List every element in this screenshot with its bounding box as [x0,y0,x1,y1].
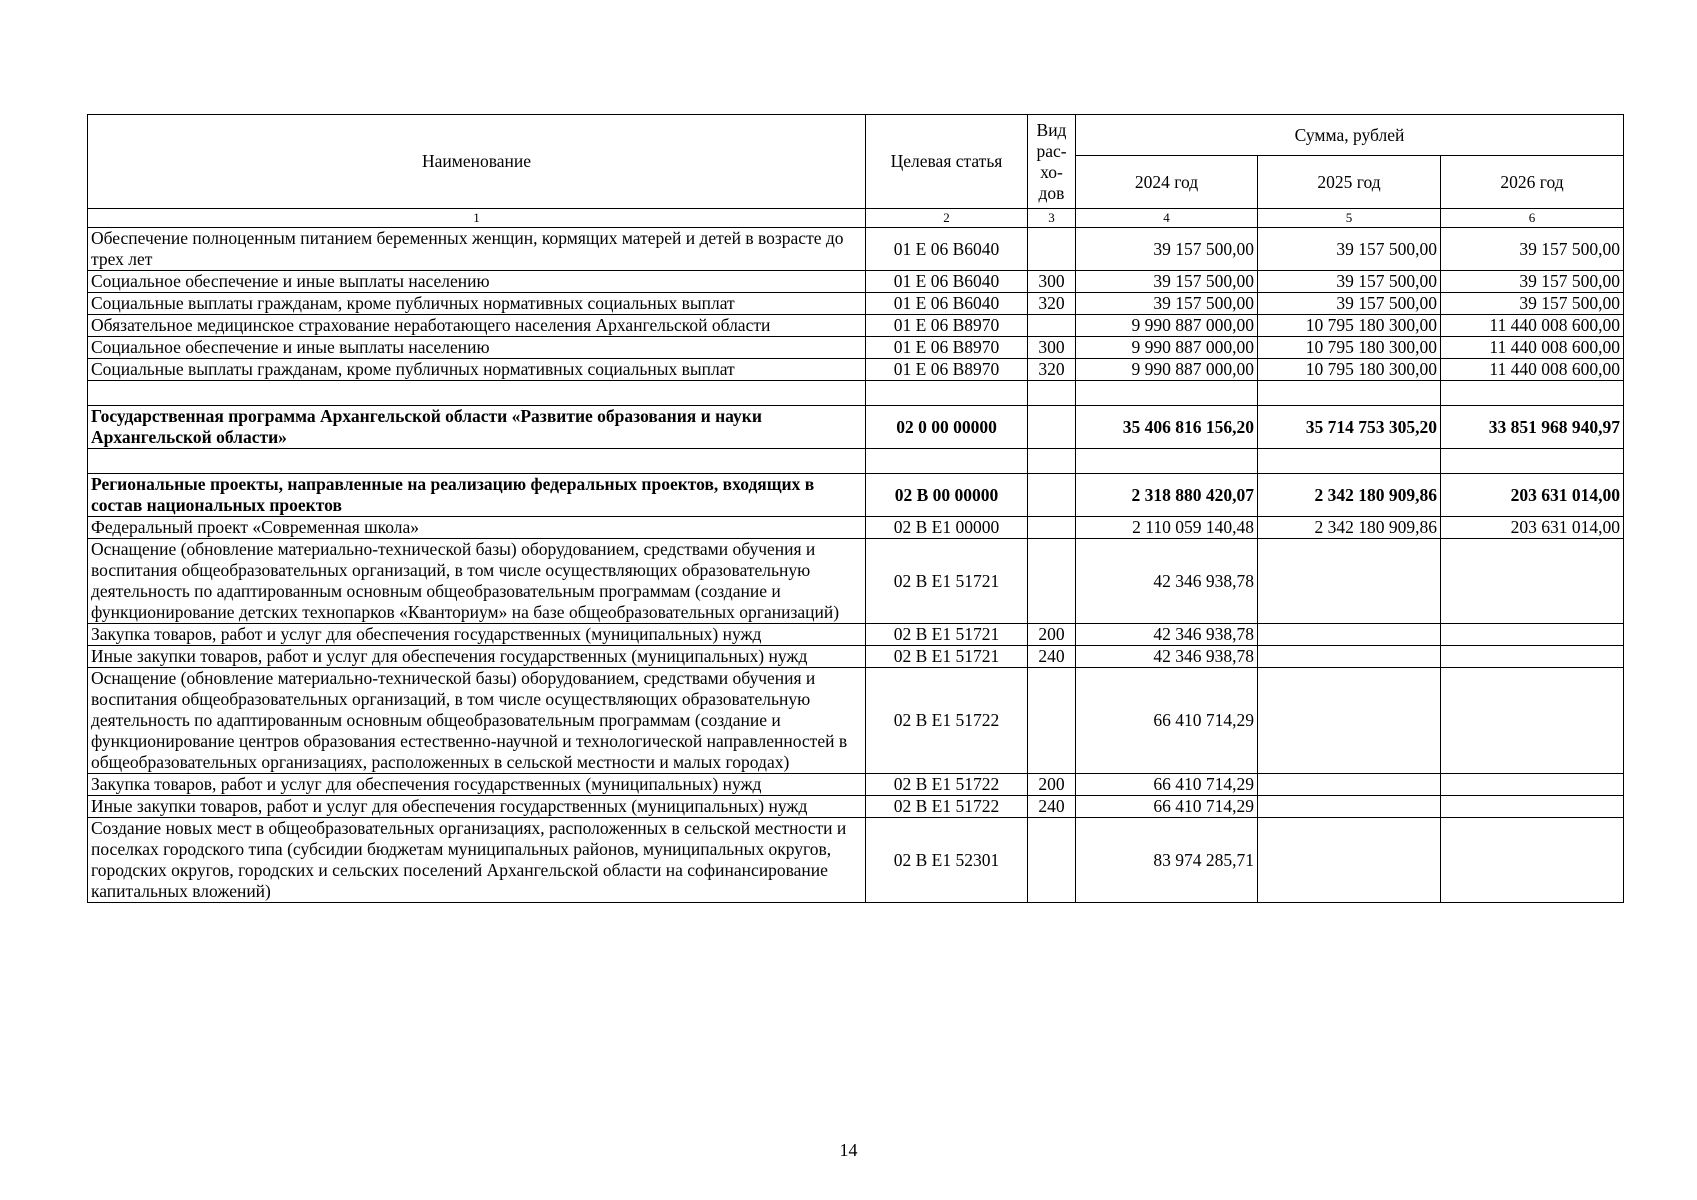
row-target-article: 02 В Е1 51722 [866,668,1028,774]
row-expense-type [1028,818,1076,903]
row-name: Создание новых мест в общеобразовательных организациях, расположенных в сельской местности и поселках городского типа (субсидии бюджетам муниципальных районов, муниципальных округов, городских округов, городских и сельских поселений Архангельской области на софинансирование капитальных вложений) [88,818,866,903]
row-amount-2026: 11 440 008 600,00 [1441,315,1624,337]
row-amount-2026 [1441,381,1624,406]
row-amount-2025: 39 157 500,00 [1258,271,1441,293]
column-number: 5 [1258,209,1441,228]
column-number: 1 [88,209,866,228]
row-amount-2026 [1441,624,1624,646]
row-amount-2024: 42 346 938,78 [1076,646,1258,668]
row-amount-2025 [1258,539,1441,624]
header-target-article: Целевая статья [866,115,1028,209]
row-amount-2025: 2 342 180 909,86 [1258,517,1441,539]
table-row [88,449,1624,474]
table-row [88,796,1624,818]
row-amount-2026 [1441,646,1624,668]
row-amount-2024: 2 110 059 140,48 [1076,517,1258,539]
row-amount-2025 [1258,646,1441,668]
table-row [88,646,1624,668]
row-target-article [866,449,1028,474]
row-target-article: 01 Е 06 В8970 [866,359,1028,381]
row-amount-2025 [1258,818,1441,903]
row-amount-2025: 39 157 500,00 [1258,228,1441,271]
row-name: Закупка товаров, работ и услуг для обеспечения государственных (муниципальных) нужд [88,624,866,646]
row-amount-2025 [1258,624,1441,646]
row-amount-2025: 39 157 500,00 [1258,293,1441,315]
column-number: 4 [1076,209,1258,228]
row-amount-2024: 42 346 938,78 [1076,539,1258,624]
table-row [88,624,1624,646]
row-amount-2024: 2 318 880 420,07 [1076,474,1258,517]
row-name: Обязательное медицинское страхование неработающего населения Архангельской области [88,315,866,337]
table-row [88,774,1624,796]
table-row [88,381,1624,406]
table-row [88,406,1624,449]
row-name [88,381,866,406]
row-name: Оснащение (обновление материально-технической базы) оборудованием, средствами обучения и воспитания общеобразовательных организаций, в том числе осуществляющих образовательную деятельность по адаптированным основным общеобразовательным программам (создание и функционирование центров образования естественно-научной и технологической направленностей в общеобразовательных организациях, расположенных в сельской местности и малых городах) [88,668,866,774]
table-row [88,474,1624,517]
row-amount-2024 [1076,381,1258,406]
budget-table [87,114,1624,903]
row-amount-2024: 66 410 714,29 [1076,796,1258,818]
row-expense-type: 300 [1028,271,1076,293]
row-amount-2025: 10 795 180 300,00 [1258,359,1441,381]
row-amount-2025: 35 714 753 305,20 [1258,406,1441,449]
row-name: Государственная программа Архангельской области «Развитие образования и науки Архангельской области» [88,406,866,449]
row-target-article: 02 В Е1 51721 [866,624,1028,646]
row-expense-type: 200 [1028,624,1076,646]
row-amount-2024: 42 346 938,78 [1076,624,1258,646]
row-name: Обеспечение полноценным питанием беременных женщин, кормящих матерей и детей в возрасте до трех лет [88,228,866,271]
column-number: 6 [1441,209,1624,228]
header-name: Наименование [88,115,866,209]
row-target-article: 02 В 00 00000 [866,474,1028,517]
row-amount-2024: 9 990 887 000,00 [1076,315,1258,337]
table-row [88,271,1624,293]
row-amount-2026: 33 851 968 940,97 [1441,406,1624,449]
row-expense-type [1028,449,1076,474]
row-name: Региональные проекты, направленные на реализацию федеральных проектов, входящих в состав национальных проектов [88,474,866,517]
table-row [88,228,1624,271]
row-amount-2026 [1441,539,1624,624]
row-amount-2026 [1441,796,1624,818]
row-expense-type: 320 [1028,293,1076,315]
table-row [88,359,1624,381]
row-amount-2026 [1441,774,1624,796]
table-row [88,293,1624,315]
row-name: Федеральный проект «Современная школа» [88,517,866,539]
table-body [88,228,1624,903]
row-name: Иные закупки товаров, работ и услуг для обеспечения государственных (муниципальных) нужд [88,646,866,668]
row-target-article: 01 Е 06 В8970 [866,337,1028,359]
row-amount-2024: 39 157 500,00 [1076,228,1258,271]
column-number: 2 [866,209,1028,228]
row-target-article: 02 В Е1 51722 [866,774,1028,796]
row-amount-2026 [1441,818,1624,903]
row-amount-2026: 11 440 008 600,00 [1441,359,1624,381]
row-amount-2024: 35 406 816 156,20 [1076,406,1258,449]
header-year-2026: 2026 год [1441,156,1624,209]
header-sum: Сумма, рублей [1076,115,1624,156]
header-expense-type: Вид рас-хо-дов [1028,115,1076,209]
table-row [88,337,1624,359]
row-target-article: 02 В Е1 51721 [866,539,1028,624]
row-expense-type [1028,228,1076,271]
column-number-row [88,209,1624,228]
row-name: Социальные выплаты гражданам, кроме публичных нормативных социальных выплат [88,293,866,315]
row-amount-2025 [1258,796,1441,818]
row-amount-2025 [1258,381,1441,406]
row-expense-type [1028,539,1076,624]
table-row [88,818,1624,903]
header-year-2025: 2025 год [1258,156,1441,209]
row-expense-type [1028,668,1076,774]
row-amount-2026: 203 631 014,00 [1441,474,1624,517]
column-number: 3 [1028,209,1076,228]
row-expense-type: 320 [1028,359,1076,381]
row-target-article: 02 В Е1 51722 [866,796,1028,818]
row-target-article: 02 В Е1 51721 [866,646,1028,668]
header-year-2024: 2024 год [1076,156,1258,209]
row-expense-type [1028,517,1076,539]
row-target-article: 01 Е 06 В6040 [866,271,1028,293]
row-amount-2025: 2 342 180 909,86 [1258,474,1441,517]
row-name: Закупка товаров, работ и услуг для обеспечения государственных (муниципальных) нужд [88,774,866,796]
row-name: Социальное обеспечение и иные выплаты населению [88,271,866,293]
row-amount-2025 [1258,449,1441,474]
row-name: Оснащение (обновление материально-технической базы) оборудованием, средствами обучения и воспитания общеобразовательных организаций, в том числе осуществляющих образовательную деятельность по адаптированным основным общеобразовательным программам (создание и функционирование детских технопарков «Кванториум» на базе общеобразовательных организаций) [88,539,866,624]
row-amount-2026 [1441,668,1624,774]
row-amount-2024: 83 974 285,71 [1076,818,1258,903]
row-amount-2024: 66 410 714,29 [1076,668,1258,774]
row-target-article: 02 В Е1 00000 [866,517,1028,539]
row-amount-2024: 9 990 887 000,00 [1076,359,1258,381]
row-target-article [866,381,1028,406]
page-number: 14 [839,1140,858,1160]
row-name: Социальные выплаты гражданам, кроме публичных нормативных социальных выплат [88,359,866,381]
row-amount-2025 [1258,774,1441,796]
row-amount-2024: 9 990 887 000,00 [1076,337,1258,359]
row-target-article: 01 Е 06 В8970 [866,315,1028,337]
row-amount-2026: 39 157 500,00 [1441,271,1624,293]
table-header [88,115,1624,228]
row-target-article: 01 Е 06 В6040 [866,228,1028,271]
row-amount-2026: 39 157 500,00 [1441,293,1624,315]
row-target-article: 02 0 00 00000 [866,406,1028,449]
row-expense-type: 240 [1028,646,1076,668]
table-row [88,517,1624,539]
row-amount-2024: 66 410 714,29 [1076,774,1258,796]
row-expense-type [1028,315,1076,337]
row-target-article: 01 Е 06 В6040 [866,293,1028,315]
row-expense-type [1028,381,1076,406]
row-amount-2026: 39 157 500,00 [1441,228,1624,271]
row-expense-type [1028,406,1076,449]
row-amount-2025: 10 795 180 300,00 [1258,315,1441,337]
table-row [88,539,1624,624]
row-amount-2026: 11 440 008 600,00 [1441,337,1624,359]
row-amount-2026: 203 631 014,00 [1441,517,1624,539]
row-expense-type: 240 [1028,796,1076,818]
table-row [88,315,1624,337]
row-amount-2026 [1441,449,1624,474]
row-amount-2024 [1076,449,1258,474]
row-target-article: 02 В Е1 52301 [866,818,1028,903]
row-amount-2025: 10 795 180 300,00 [1258,337,1441,359]
row-name [88,449,866,474]
row-amount-2024: 39 157 500,00 [1076,271,1258,293]
row-name: Социальное обеспечение и иные выплаты населению [88,337,866,359]
row-amount-2025 [1258,668,1441,774]
table-row [88,668,1624,774]
row-expense-type: 200 [1028,774,1076,796]
row-name: Иные закупки товаров, работ и услуг для обеспечения государственных (муниципальных) нужд [88,796,866,818]
row-amount-2024: 39 157 500,00 [1076,293,1258,315]
row-expense-type: 300 [1028,337,1076,359]
row-expense-type [1028,474,1076,517]
